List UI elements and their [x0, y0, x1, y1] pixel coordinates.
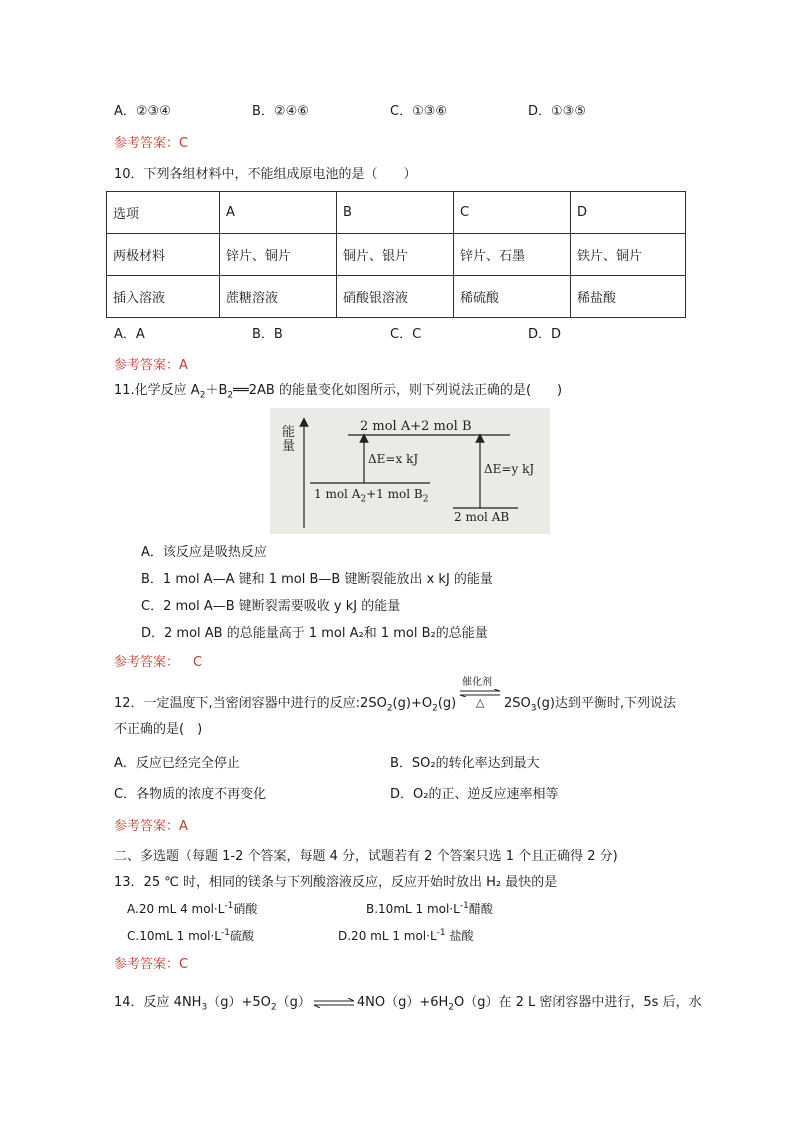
- q10-stem: 10．下列各组材料中，不能组成原电池的是（ ）: [114, 167, 417, 182]
- equilibrium-arrows: [458, 689, 502, 697]
- answer-label: 参考答案：: [114, 136, 180, 151]
- q11-stem: 11.化学反应 $A_2+B_2══2AB$ 的能量变化如图所示，则下列说法正确的是( ): [114, 383, 563, 401]
- q11-option-a: A．该反应是吸热反应: [141, 545, 267, 560]
- q14-stem: 14．反应 $4NH_3(g)+5O_2(g)$ $4NO(g)+6H_2O(g)$在 2 L 密闭容器中进行，5s 后，水: [114, 995, 702, 1013]
- q12-stem-line1: 12．一定温度下,当密闭容器中进行的反应$:2SO_2(g)+O_2(g)$: [114, 696, 457, 714]
- delta-y-label: ΔE=y kJ: [484, 462, 535, 476]
- answer-value: A: [179, 819, 188, 834]
- catalyst-label: 催化剂: [462, 677, 492, 688]
- q13-option-c: C.10mL 1 $mol\cdot L^{-1}$硫酸: [127, 928, 254, 943]
- q12-option-d: D．O₂的正、逆反应速率相等: [390, 787, 559, 802]
- q12-option-b: B．SO₂的转化率达到最大: [390, 756, 540, 771]
- table-cell: D: [571, 192, 686, 234]
- table-cell: 锌片、铜片: [220, 234, 337, 276]
- table-cell: 稀盐酸: [571, 276, 686, 318]
- q9-option-c: C．①③⑥: [390, 104, 448, 119]
- q12-stem-line1-end: $2SO_3(g)$达到平衡时,下列说法: [504, 696, 677, 714]
- q12-option-c: C．各物质的浓度不再变化: [114, 787, 267, 802]
- table-cell: A: [220, 192, 337, 234]
- answer-label: 参考答案：: [114, 957, 180, 972]
- mid-level-label: 1 mol $A_2+1$ mol $B_2$: [314, 487, 429, 505]
- q13-stem: 13．25 ℃ 时，相同的镁条与下列酸溶液反应，反应开始时放出 H₂ 最快的是: [114, 875, 558, 890]
- table-cell: 插入溶液: [107, 276, 220, 318]
- table-cell: 锌片、石墨: [454, 234, 571, 276]
- q10-option-b: B．B: [252, 327, 283, 342]
- delta-x-label: ΔE=x kJ: [368, 452, 419, 466]
- answer-value: A: [179, 358, 188, 373]
- answer-label: 参考答案：: [114, 655, 180, 670]
- answer-value: C: [179, 957, 189, 972]
- q10-option-d: D．D: [528, 327, 562, 342]
- q13-option-a: A.20 mL 4 $mol\cdot L^{-1}$硝酸: [127, 901, 258, 916]
- answer-label: 参考答案：: [114, 819, 180, 834]
- axis-label-1: 能: [282, 425, 296, 440]
- q9-option-b: B．②④⑥: [252, 104, 309, 119]
- q10-answer: [114, 359, 188, 372]
- table-row: [107, 276, 686, 318]
- q12-answer: [114, 820, 188, 833]
- q13-option-d: D.20 mL 1 $mol\cdot L^{-1}$ 盐酸: [338, 928, 474, 943]
- table-cell: 两极材料: [107, 234, 220, 276]
- axis-label-2: 量: [282, 439, 296, 454]
- energy-diagram: [270, 408, 550, 534]
- table-row: [107, 192, 686, 234]
- table-cell: 铁片、铜片: [571, 234, 686, 276]
- table-cell: 稀硫酸: [454, 276, 571, 318]
- table-cell: B: [337, 192, 454, 234]
- q11-option-d: D．2 mol AB 的总能量高于 1 mol A₂和 1 mol B₂的总能量: [141, 626, 488, 641]
- q11-answer: [114, 656, 202, 669]
- table-cell: 硝酸银溶液: [337, 276, 454, 318]
- q10-option-a: A．A: [114, 327, 145, 342]
- equilibrium-arrows-q14: [313, 998, 355, 1008]
- table-row: [107, 234, 686, 276]
- q11-option-b: B．1 mol A—A 键和 1 mol B—B 键断裂能放出 x kJ 的能量: [141, 572, 493, 587]
- q13-option-b: B.10mL 1 $mol\cdot L^{-1}$醋酸: [366, 901, 493, 916]
- q9-option-d: D．①③⑤: [528, 104, 586, 119]
- top-level-label: 2 mol A+2 mol B: [360, 419, 472, 434]
- q10-option-c: C．C: [390, 327, 422, 342]
- bottom-level-label: 2 mol AB: [454, 510, 510, 524]
- q10-table: [106, 191, 686, 318]
- q11-option-c: C．2 mol A—B 键断裂需要吸收 y kJ 的能量: [141, 599, 401, 614]
- q13-answer: [114, 958, 188, 971]
- q9-answer: [114, 137, 188, 150]
- heat-symbol: △: [476, 696, 485, 709]
- table-cell: 蔗糖溶液: [220, 276, 337, 318]
- q9-option-a: A．②③④: [114, 104, 171, 119]
- q12-option-a: A．反应已经完全停止: [114, 756, 240, 771]
- table-cell: 选项: [107, 192, 220, 234]
- answer-value: C: [179, 136, 189, 151]
- answer-label: 参考答案：: [114, 358, 180, 373]
- q12-stem-line2: 不正确的是( ): [114, 722, 203, 737]
- table-cell: 铜片、银片: [337, 234, 454, 276]
- section-2-heading: 二、多选题（每题 1-2 个答案，每题 4 分，试题若有 2 个答案只选 1 个且正确得 2 分): [114, 849, 618, 864]
- table-cell: C: [454, 192, 571, 234]
- answer-value: C: [193, 655, 203, 670]
